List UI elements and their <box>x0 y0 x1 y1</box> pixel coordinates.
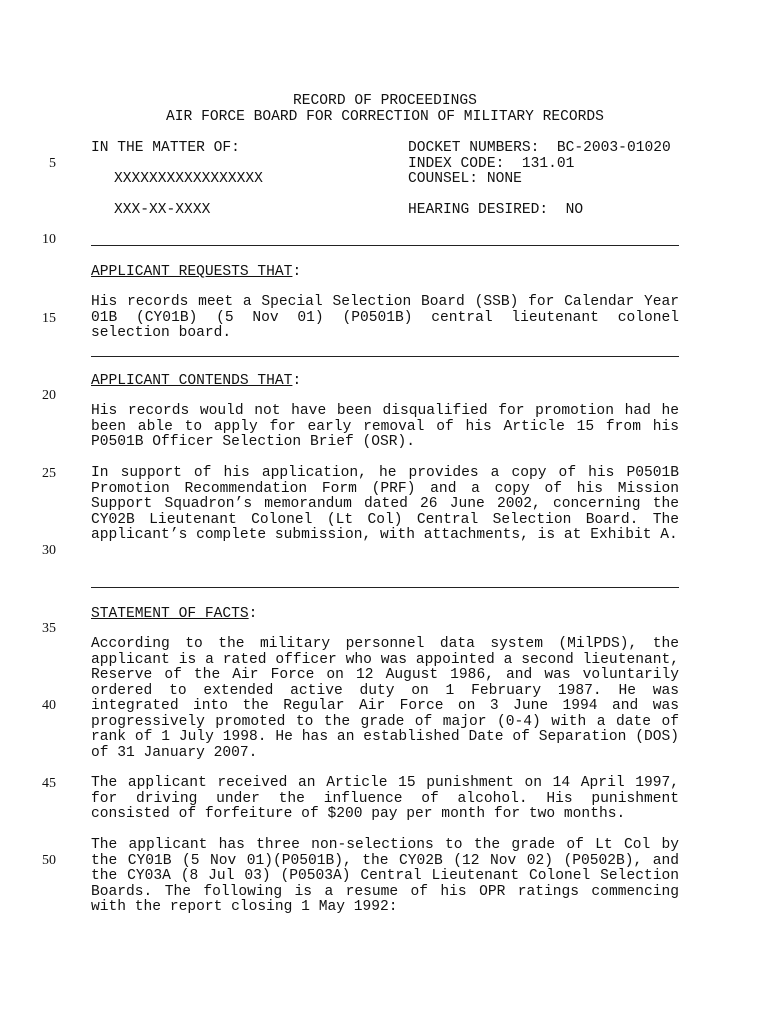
matter-label: IN THE MATTER OF: <box>91 140 240 156</box>
hearing-desired: HEARING DESIRED: NO <box>408 202 584 218</box>
line-number: 5 <box>49 156 56 171</box>
line-number: 30 <box>42 543 56 558</box>
line-number: 10 <box>42 232 56 247</box>
contends-heading <box>91 373 301 389</box>
line-number: 35 <box>42 621 56 636</box>
facts-heading <box>91 606 257 622</box>
line-number: 25 <box>42 466 56 481</box>
applicant-name: XXXXXXXXXXXXXXXXX <box>114 171 263 187</box>
facts-paragraph: The applicant has three non-selections to the grade of Lt Col by the CY01B (5 Nov 01)(P0501B), the CY02B (12 Nov 02) (P0502B), and the CY03A (8 Jul 03) (P0503A) Central Lieutenant Colonel Selection Boards. The following is a resume of his OPR ratings commencing with the report closing 1 May 1992: <box>91 837 679 915</box>
contends-heading-colon: : <box>292 373 302 389</box>
document-title: RECORD OF PROCEEDINGS <box>293 93 477 109</box>
requests-heading-text: APPLICANT REQUESTS THAT <box>91 264 293 280</box>
line-number: 50 <box>42 853 56 868</box>
line-number: 15 <box>42 311 56 326</box>
line-number: 45 <box>42 776 56 791</box>
requests-heading-colon: : <box>292 264 302 280</box>
section-divider <box>91 356 679 357</box>
board-name: AIR FORCE BOARD FOR CORRECTION OF MILITARY RECORDS <box>166 109 604 125</box>
facts-paragraph: The applicant received an Article 15 punishment on 14 April 1997, for driving under the influence of alcohol. His punishment consisted of forfeiture of $200 pay per month for two months. <box>91 775 679 822</box>
applicant-ssn: XXX-XX-XXXX <box>114 202 211 218</box>
requests-heading <box>91 264 301 280</box>
index-code: INDEX CODE: 131.01 <box>408 156 575 172</box>
counsel: COUNSEL: NONE <box>408 171 522 187</box>
contends-paragraph: His records would not have been disqualified for promotion had he been able to apply for early removal of his Article 15 from his P0501B Officer Selection Brief (OSR). <box>91 403 679 450</box>
line-number: 40 <box>42 698 56 713</box>
facts-paragraph: According to the military personnel data system (MilPDS), the applicant is a rated officer who was appointed a second lieutenant, Reserve of the Air Force on 12 August 1986, and was voluntarily ordered to extended active duty on 1 February 1987. He was integrated into the Regular Air Force on 3 June 1994 and was progressively promoted to the grade of major (0-4) with a date of rank of 1 July 1998. He has an established Date of Separation (DOS) of 31 January 2007. <box>91 636 679 761</box>
facts-heading-text: STATEMENT OF FACTS <box>91 606 249 622</box>
contends-paragraph: In support of his application, he provides a copy of his P0501B Promotion Recommendation Form (PRF) and a copy of his Mission Support Squadron’s memorandum dated 26 June 2002, concerning the CY02B Lieutenant Colonel (Lt Col) Central Selection Board. The applicant’s complete submission, with attachments, is at Exhibit A. <box>91 465 679 543</box>
line-number: 20 <box>42 388 56 403</box>
requests-paragraph: His records meet a Special Selection Board (SSB) for Calendar Year 01B (CY01B) (5 Nov 01) (P0501B) central lieutenant colonel selection board. <box>91 294 679 341</box>
section-divider <box>91 587 679 588</box>
contends-heading-text: APPLICANT CONTENDS THAT <box>91 373 293 389</box>
facts-heading-colon: : <box>248 606 258 622</box>
section-divider <box>91 245 679 246</box>
docket-numbers: DOCKET NUMBERS: BC-2003-01020 <box>408 140 671 156</box>
